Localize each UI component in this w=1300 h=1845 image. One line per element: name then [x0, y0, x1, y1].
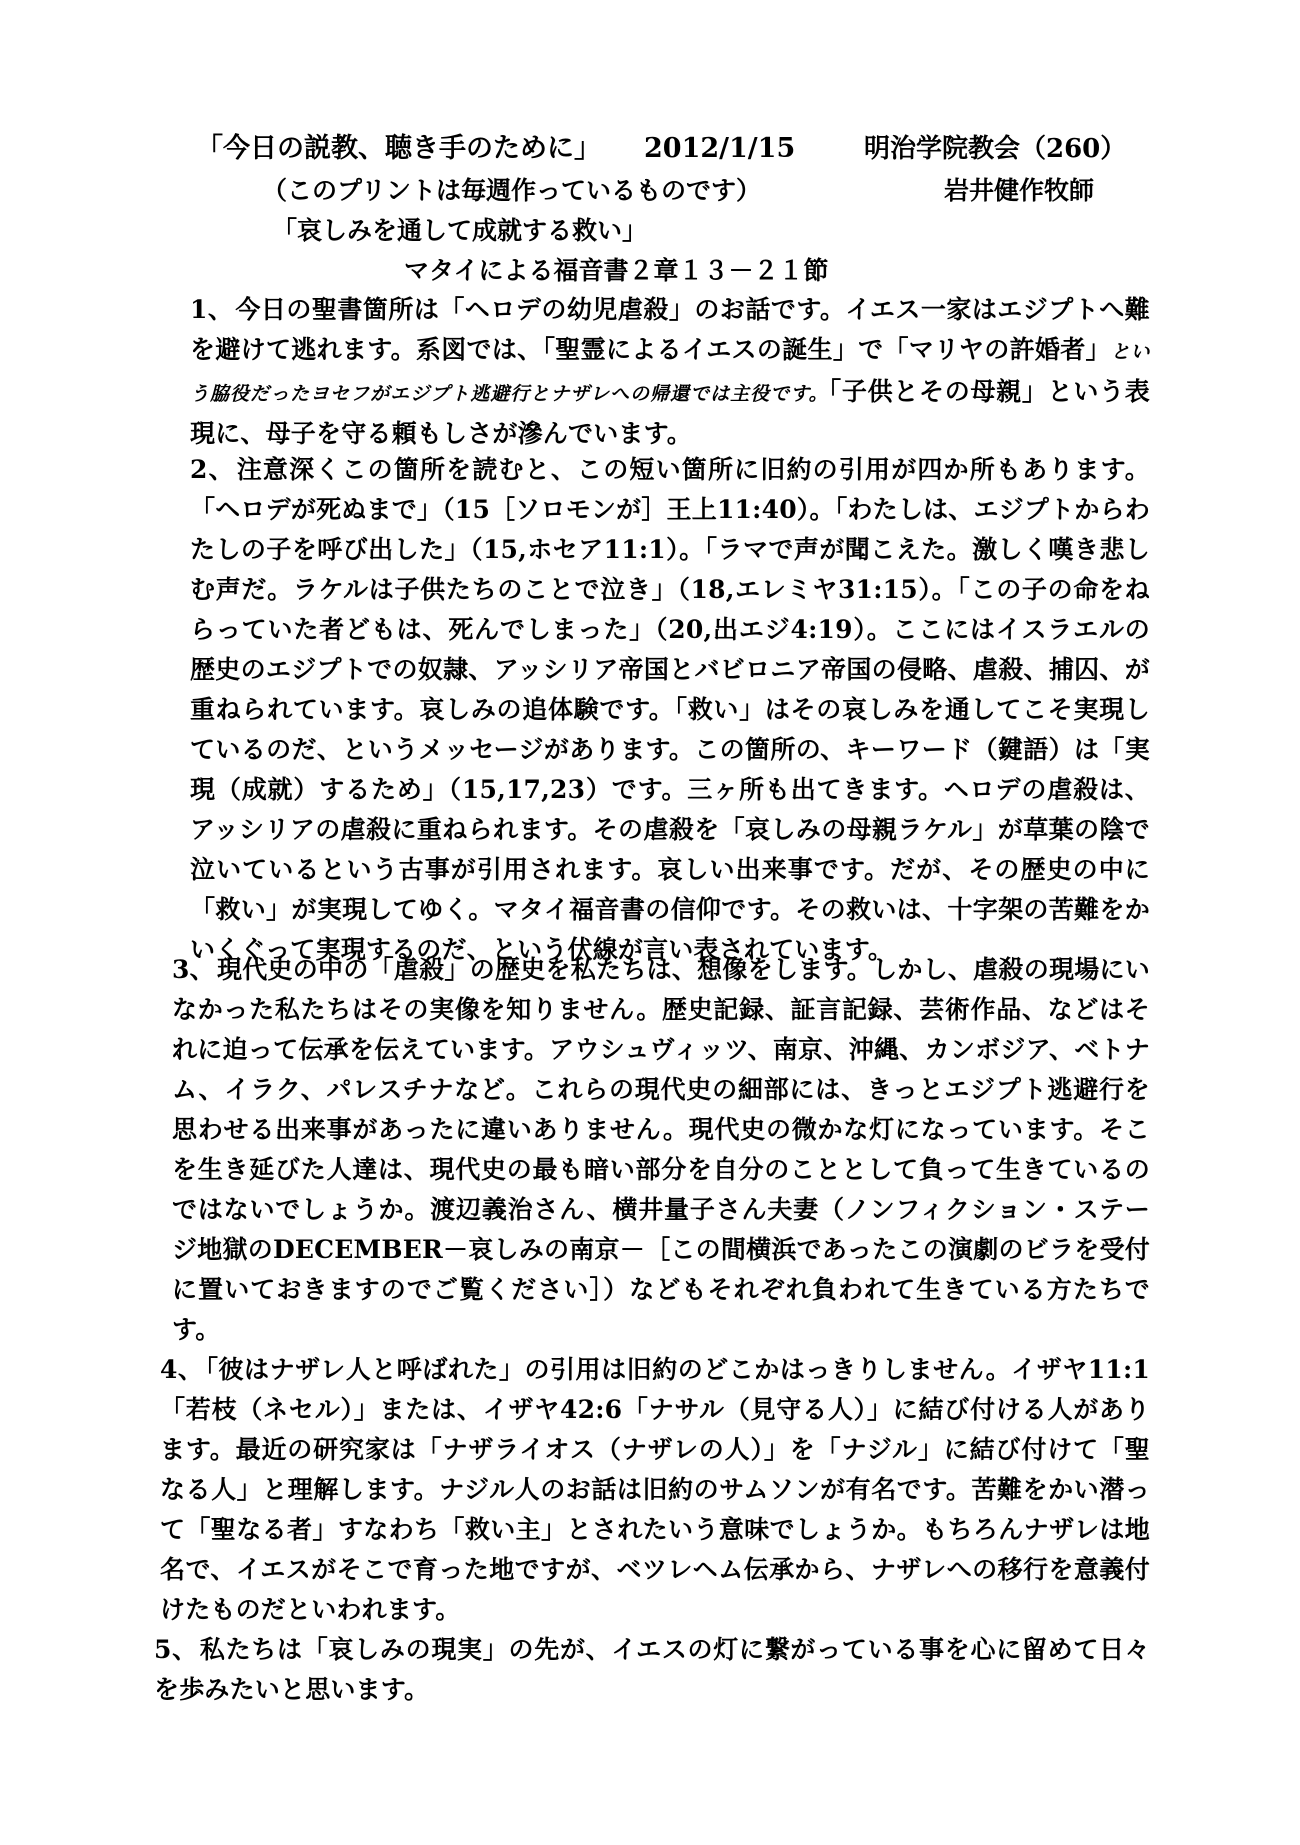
- scripture-reference: マタイによる福音書２章１３－２１節: [404, 256, 829, 285]
- paragraph-3: [172, 950, 1150, 1350]
- sermon-title: 「哀しみを通して成就する救い」: [272, 216, 648, 245]
- handout-title: 「今日の説教、聴き手のために」: [196, 133, 601, 164]
- handout-date: 2012/1/15: [644, 133, 796, 164]
- paragraph-text: 「彼はナザレ人と呼ばれた」の引用は旧約のどこかはっきりしません。イザヤ11:1「若枝（ネセル）」または、イザヤ42:6「ナサル（見守る人）」に結び付ける人があります。最近の研究家は「ナザライオス（ナザレの人）」を「ナジル」に結び付けて「聖なる人」と理解します。ナジル人のお話は旧約のサムソンが有名です。苦難をかい潜って「聖なる者」すなわち「救い主」とされたいう意味でしょうか。もちろんナザレは地名で、イエスがそこで育った地ですが、ベツレヘム伝承から、ナザレへの移行を意義付けたものだといわれます。: [160, 1355, 1151, 1624]
- paragraph-number: 4、: [160, 1355, 204, 1384]
- paragraph-4: [160, 1350, 1150, 1630]
- paragraph-number: 2、: [190, 455, 235, 484]
- church-name: 明治学院教会（260）: [864, 134, 1127, 164]
- paragraph-5: [154, 1630, 1150, 1710]
- handout-note: （このプリントは毎週作っているものです）: [262, 176, 762, 205]
- paragraph-text: 現代史の中の「虐殺」の歴史を私たちは、想像をします。しかし、虐殺の現場にいなかった私たちはその実像を知りません。歴史記録、証言記録、芸術作品、などはそれに迫って伝承を伝えています。アウシュヴィッツ、南京、沖縄、カンボジア、ベトナム、イラク、パレスチナなど。これらの現代史の細部には、きっとエジプト逃避行を思わせる出来事があったに違いありません。現代史の微かな灯になっています。そこを生き延びた人達は、現代史の最も暗い部分を自分のこととして負って生きているのではないでしょうか。渡辺義治さん、横井量子さん夫妻（ノンフィクション・ステージ地獄のDECEMBER－哀しみの南京－［この間横浜であったこの演劇のビラを受付に置いておきますのでご覧ください］）などもそれぞれ負われて生きている方たちです。: [172, 955, 1151, 1344]
- paragraph-number: 5、: [154, 1635, 198, 1664]
- paragraph-number: 1、: [190, 295, 234, 324]
- pastor-name: 岩井健作牧師: [944, 176, 1095, 205]
- paragraph-text: 注意深くこの箇所を読むと、この短い箇所に旧約の引用が四か所もあります。「ヘロデが死ぬまで」（15［ソロモンが］王上11:40）。「わたしは、エジプトからわたしの子を呼び出した」（15,ホセア11:1）。「ラマで声が聞こえた。激しく嘆き悲しむ声だ。ラケルは子供たちのことで泣き」（18,エレミヤ31:15）。「この子の命をねらっていた者どもは、死んでしまった」（20,出エジ4:19）。ここにはイスラエルの歴史のエジプトでの奴隷、アッシリア帝国とバビロニア帝国の侵略、虐殺、捕囚、が重ねられています。哀しみの追体験です。「救い」はその哀しみを通してこそ実現しているのだ、というメッセージがあります。この箇所の、キーワード（鍵語）は「実現（成就）するため」（15,17,23）です。三ヶ所も出てきます。ヘロデの虐殺は、アッシリアの虐殺に重ねられます。その虐殺を「哀しみの母親ラケル」が草葉の陰で泣いているという古事が引用されます。哀しい出来事です。だが、その歴史の中に「救い」が実現してゆく。マタイ福音書の信仰です。その救いは、十字架の苦難をかいくぐって実現するのだ、という伏線が言い表されています。: [190, 455, 1150, 964]
- paragraph-text: 今日の聖書箇所は「ヘロデの幼児虐殺」のお話です。イエス一家はエジプトへ難を避けて逃れます。系図では、「聖霊によるイエスの誕生」で「マリヤの許婚者」: [190, 295, 1150, 364]
- paragraph-2: [190, 450, 1150, 970]
- paragraph-text: 私たちは「哀しみの現実」の先が、イエスの灯に繋がっている事を心に留めて日々を歩みたいと思います。: [154, 1635, 1151, 1704]
- paragraph-number: 3、: [172, 955, 215, 984]
- paragraph-text-small: という脇役だったヨセフがエジプト逃避行とナザレへの帰還では主役です。: [190, 341, 1150, 405]
- paragraph-text: 「子供とその母親」という表現に、母子を守る頼もしさが滲んでいます。: [190, 377, 1150, 448]
- paragraph-1: [190, 290, 1150, 454]
